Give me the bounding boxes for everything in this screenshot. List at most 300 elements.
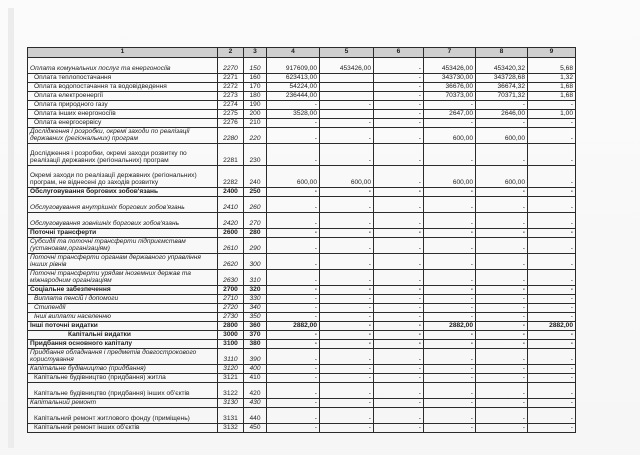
value-cell-col5: - (320, 254, 374, 270)
value-cell-col7: - (424, 119, 476, 128)
column-header-5: 5 (320, 48, 374, 58)
value-cell-col5: - (320, 374, 374, 383)
value-cell-col9: - (528, 313, 576, 322)
value-cell-col7: - (424, 399, 476, 408)
value-cell-col4: - (267, 128, 320, 144)
line-code: 260 (244, 197, 267, 213)
value-cell-col9: - (528, 408, 576, 424)
value-cell-col9: 2882,00 (528, 322, 576, 331)
value-cell-col7: - (424, 238, 476, 254)
table-row (28, 92, 576, 101)
table-row (28, 144, 576, 166)
kekv-code: 2700 (218, 286, 244, 295)
value-cell-col8: - (476, 295, 528, 304)
value-cell-col9: - (528, 144, 576, 166)
value-cell-col5: 600,00 (320, 166, 374, 188)
value-cell-col5: - (320, 408, 374, 424)
table-row (28, 270, 576, 286)
value-cell-col8: - (476, 322, 528, 331)
row-name: Оплата електроенергії (28, 92, 218, 101)
table-row (28, 58, 576, 74)
value-cell-col8: - (476, 331, 528, 340)
value-cell-col6: - (374, 101, 424, 110)
value-cell-col4: - (267, 331, 320, 340)
value-cell-col9: - (528, 213, 576, 229)
value-cell-col5: - (320, 340, 374, 349)
value-cell-col4: - (267, 238, 320, 254)
value-cell-col6: - (374, 295, 424, 304)
value-cell-col4: - (267, 349, 320, 365)
row-name: Оплата комунальних послуг та енергоносіїв (28, 58, 218, 74)
line-code: 410 (244, 374, 267, 383)
line-code: 360 (244, 322, 267, 331)
value-cell-col6: - (374, 424, 424, 433)
value-cell-col4: 236444,00 (267, 92, 320, 101)
column-header-7: 7 (424, 48, 476, 58)
kekv-code: 2610 (218, 238, 244, 254)
line-code: 270 (244, 213, 267, 229)
value-cell-col9: - (528, 331, 576, 340)
value-cell-col5 (320, 74, 374, 83)
table-row (28, 424, 576, 433)
value-cell-col4: - (267, 424, 320, 433)
line-code: 200 (244, 110, 267, 119)
line-code: 240 (244, 166, 267, 188)
table-body (28, 58, 576, 433)
value-cell-col5: - (320, 188, 374, 197)
value-cell-col8: - (476, 286, 528, 295)
value-cell-col5: - (320, 322, 374, 331)
value-cell-col6: - (374, 331, 424, 340)
value-cell-col6: - (374, 58, 424, 74)
row-name: Виплата пенсій і допомоги (28, 295, 218, 304)
line-code: 310 (244, 270, 267, 286)
value-cell-col7: - (424, 144, 476, 166)
row-name: Обслуговування внутрішніх боргових зобов'язань (28, 197, 218, 213)
value-cell-col9: - (528, 101, 576, 110)
row-name: Капітальні видатки (28, 331, 218, 340)
line-code: 380 (244, 340, 267, 349)
value-cell-col9: - (528, 340, 576, 349)
row-name: Соціальне забезпечення (28, 286, 218, 295)
table-row (28, 110, 576, 119)
value-cell-col8: - (476, 340, 528, 349)
value-cell-col6: - (374, 270, 424, 286)
value-cell-col4: 54224,00 (267, 83, 320, 92)
kekv-code: 3100 (218, 340, 244, 349)
row-name: Обслуговування боргових зобов'язань (28, 188, 218, 197)
value-cell-col4: - (267, 229, 320, 238)
value-cell-col5: - (320, 229, 374, 238)
line-code: 390 (244, 349, 267, 365)
value-cell-col5: - (320, 365, 374, 374)
value-cell-col5 (320, 92, 374, 101)
table-row (28, 254, 576, 270)
value-cell-col7: - (424, 101, 476, 110)
column-header-3: 3 (244, 48, 267, 58)
table-row (28, 188, 576, 197)
table-row (28, 322, 576, 331)
value-cell-col7: - (424, 374, 476, 383)
value-cell-col5: - (320, 119, 374, 128)
value-cell-col8: - (476, 188, 528, 197)
value-cell-col4: - (267, 254, 320, 270)
line-code: 220 (244, 128, 267, 144)
value-cell-col4: - (267, 101, 320, 110)
line-code: 230 (244, 144, 267, 166)
value-cell-col5 (320, 110, 374, 119)
row-name: Придбання обладнання і предметів довгострокового користування (28, 349, 218, 365)
value-cell-col8: 70371,32 (476, 92, 528, 101)
value-cell-col6: - (374, 128, 424, 144)
kekv-code: 3000 (218, 331, 244, 340)
value-cell-col8: - (476, 408, 528, 424)
value-cell-col5: - (320, 270, 374, 286)
value-cell-col7: - (424, 408, 476, 424)
table-row (28, 197, 576, 213)
row-name: Окремі заходи по реалізації державних (регіональних) програм, не віднесені до заходів розвитку (28, 166, 218, 188)
row-name: Придбання основного капіталу (28, 340, 218, 349)
value-cell-col4: 600,00 (267, 166, 320, 188)
line-code: 350 (244, 313, 267, 322)
value-cell-col7: - (424, 229, 476, 238)
value-cell-col4: - (267, 213, 320, 229)
row-name: Капітальний ремонт (28, 399, 218, 408)
value-cell-col9: - (528, 254, 576, 270)
table-row (28, 349, 576, 365)
line-code: 150 (244, 58, 267, 74)
line-code: 290 (244, 238, 267, 254)
value-cell-col4: - (267, 119, 320, 128)
row-name: Дослідження і розробки, окремі заходи розвитку по реалізації державних (регіональних) програм (28, 144, 218, 166)
value-cell-col6: - (374, 166, 424, 188)
value-cell-col6: - (374, 74, 424, 83)
value-cell-col9: - (528, 128, 576, 144)
value-cell-col8: - (476, 304, 528, 313)
value-cell-col9: - (528, 229, 576, 238)
row-name: Субсидії та поточні трансферти підприємствам (установам,організаціям) (28, 238, 218, 254)
value-cell-col6: - (374, 213, 424, 229)
line-code: 420 (244, 383, 267, 399)
value-cell-col8: - (476, 197, 528, 213)
value-cell-col7: - (424, 424, 476, 433)
table-row (28, 383, 576, 399)
kekv-code: 3122 (218, 383, 244, 399)
value-cell-col9: - (528, 424, 576, 433)
value-cell-col5: - (320, 313, 374, 322)
value-cell-col9: 1,68 (528, 92, 576, 101)
value-cell-col8: - (476, 238, 528, 254)
row-name: Оплата природного газу (28, 101, 218, 110)
value-cell-col8: 600,00 (476, 166, 528, 188)
value-cell-col7: - (424, 313, 476, 322)
value-cell-col8: - (476, 374, 528, 383)
value-cell-col8: - (476, 213, 528, 229)
row-name: Оплата інших енергоносіїв (28, 110, 218, 119)
value-cell-col9: 1,68 (528, 83, 576, 92)
value-cell-col8: - (476, 254, 528, 270)
table-row (28, 119, 576, 128)
value-cell-col7: 36676,00 (424, 83, 476, 92)
kekv-code: 2400 (218, 188, 244, 197)
kekv-code: 2280 (218, 128, 244, 144)
value-cell-col5: - (320, 238, 374, 254)
value-cell-col9: - (528, 365, 576, 374)
kekv-code: 2281 (218, 144, 244, 166)
row-name: Стипендії (28, 304, 218, 313)
row-name: Капітальне будівництво (придбання) (28, 365, 218, 374)
value-cell-col9: - (528, 188, 576, 197)
value-cell-col7: 600,00 (424, 128, 476, 144)
value-cell-col8: 600,00 (476, 128, 528, 144)
value-cell-col7: 2882,00 (424, 322, 476, 331)
table-row (28, 74, 576, 83)
line-code: 440 (244, 408, 267, 424)
value-cell-col8: - (476, 365, 528, 374)
line-code: 180 (244, 92, 267, 101)
value-cell-col4: - (267, 295, 320, 304)
value-cell-col9: 1,00 (528, 110, 576, 119)
value-cell-col6: - (374, 408, 424, 424)
value-cell-col6: - (374, 313, 424, 322)
kekv-code: 2276 (218, 119, 244, 128)
value-cell-col6: - (374, 286, 424, 295)
kekv-code: 2720 (218, 304, 244, 313)
line-code: 160 (244, 74, 267, 83)
value-cell-col4: 917609,00 (267, 58, 320, 74)
kekv-code: 3110 (218, 349, 244, 365)
value-cell-col5: 453426,00 (320, 58, 374, 74)
table-row (28, 101, 576, 110)
value-cell-col8: - (476, 349, 528, 365)
kekv-code: 2600 (218, 229, 244, 238)
column-header-1: 1 (28, 48, 218, 58)
row-name: Інші поточні видатки (28, 322, 218, 331)
value-cell-col8: 343728,68 (476, 74, 528, 83)
value-cell-col6: - (374, 322, 424, 331)
value-cell-col5: - (320, 128, 374, 144)
column-header-2: 2 (218, 48, 244, 58)
table-row (28, 238, 576, 254)
value-cell-col6: - (374, 188, 424, 197)
value-cell-col6: - (374, 83, 424, 92)
value-cell-col5: - (320, 383, 374, 399)
row-name: Оплата теплопостачання (28, 74, 218, 83)
table-row (28, 408, 576, 424)
value-cell-col8: - (476, 424, 528, 433)
row-name: Капітальний ремонт житлового фонду (приміщень) (28, 408, 218, 424)
value-cell-col5: - (320, 286, 374, 295)
value-cell-col9: - (528, 349, 576, 365)
row-name: Оплата водопостачання та водовідведення (28, 83, 218, 92)
line-code: 300 (244, 254, 267, 270)
line-code: 330 (244, 295, 267, 304)
kekv-code: 2620 (218, 254, 244, 270)
value-cell-col8: - (476, 229, 528, 238)
table-row (28, 374, 576, 383)
value-cell-col7: 2647,00 (424, 110, 476, 119)
value-cell-col4: 2882,00 (267, 322, 320, 331)
value-cell-col9: - (528, 270, 576, 286)
kekv-code: 2730 (218, 313, 244, 322)
value-cell-col5: - (320, 295, 374, 304)
value-cell-col5: - (320, 331, 374, 340)
value-cell-col7: - (424, 365, 476, 374)
value-cell-col4: - (267, 304, 320, 313)
line-code: 450 (244, 424, 267, 433)
kekv-code: 2270 (218, 58, 244, 74)
value-cell-col5: - (320, 399, 374, 408)
column-header-8: 8 (476, 48, 528, 58)
table-row (28, 213, 576, 229)
value-cell-col9: - (528, 286, 576, 295)
value-cell-col6: - (374, 144, 424, 166)
value-cell-col9: - (528, 383, 576, 399)
value-cell-col7: - (424, 286, 476, 295)
value-cell-col8: 2646,00 (476, 110, 528, 119)
line-code: 170 (244, 83, 267, 92)
table-row (28, 365, 576, 374)
value-cell-col7: - (424, 331, 476, 340)
kekv-code: 3132 (218, 424, 244, 433)
value-cell-col7: - (424, 188, 476, 197)
kekv-code: 3120 (218, 365, 244, 374)
value-cell-col7: - (424, 197, 476, 213)
kekv-code: 2271 (218, 74, 244, 83)
kekv-code: 2420 (218, 213, 244, 229)
value-cell-col6: - (374, 365, 424, 374)
kekv-code: 2630 (218, 270, 244, 286)
row-name: Інші виплати населенню (28, 313, 218, 322)
value-cell-col4: 3528,00 (267, 110, 320, 119)
value-cell-col6: - (374, 238, 424, 254)
value-cell-col5: - (320, 424, 374, 433)
line-code: 340 (244, 304, 267, 313)
value-cell-col8: - (476, 313, 528, 322)
value-cell-col8: - (476, 119, 528, 128)
row-name: Капітальне будівництво (придбання) інших об'єктів (28, 383, 218, 399)
value-cell-col8: - (476, 383, 528, 399)
value-cell-col9: 5,68 (528, 58, 576, 74)
value-cell-col8: - (476, 399, 528, 408)
value-cell-col9: - (528, 238, 576, 254)
value-cell-col6: - (374, 399, 424, 408)
table-row (28, 83, 576, 92)
line-code: 190 (244, 101, 267, 110)
table-row (28, 340, 576, 349)
row-name: Оплата енергосервісу (28, 119, 218, 128)
line-code: 210 (244, 119, 267, 128)
value-cell-col4: - (267, 313, 320, 322)
value-cell-col6: - (374, 110, 424, 119)
value-cell-col8: 36674,32 (476, 83, 528, 92)
value-cell-col7: 453426,00 (424, 58, 476, 74)
line-code: 250 (244, 188, 267, 197)
value-cell-col8: - (476, 101, 528, 110)
value-cell-col7: - (424, 295, 476, 304)
value-cell-col7: - (424, 383, 476, 399)
value-cell-col4: 623413,00 (267, 74, 320, 83)
table-row (28, 229, 576, 238)
header-row (28, 48, 576, 58)
value-cell-col8: - (476, 270, 528, 286)
table-row (28, 286, 576, 295)
value-cell-col4: - (267, 188, 320, 197)
value-cell-col6: - (374, 92, 424, 101)
value-cell-col7: - (424, 254, 476, 270)
table-row (28, 399, 576, 408)
value-cell-col7: - (424, 270, 476, 286)
kekv-code: 2272 (218, 83, 244, 92)
value-cell-col7: 600,00 (424, 166, 476, 188)
value-cell-col5 (320, 83, 374, 92)
value-cell-col7: - (424, 349, 476, 365)
value-cell-col4: - (267, 270, 320, 286)
value-cell-col4: - (267, 399, 320, 408)
kekv-code: 3121 (218, 374, 244, 383)
row-name: Обслуговування зовнішніх боргових зобов'язань (28, 213, 218, 229)
value-cell-col4: - (267, 286, 320, 295)
value-cell-col7: - (424, 213, 476, 229)
value-cell-col8: 453420,32 (476, 58, 528, 74)
table-row (28, 295, 576, 304)
line-code: 280 (244, 229, 267, 238)
page-edge-shadow (8, 8, 14, 448)
value-cell-col4: - (267, 408, 320, 424)
row-name: Поточні трансферти (28, 229, 218, 238)
row-name: Поточні трансферти органам державного управління інших рівнів (28, 254, 218, 270)
kekv-code: 2410 (218, 197, 244, 213)
budget-report-table (27, 47, 576, 433)
value-cell-col7: 70373,00 (424, 92, 476, 101)
value-cell-col9: - (528, 166, 576, 188)
kekv-code: 2282 (218, 166, 244, 188)
value-cell-col6: - (374, 304, 424, 313)
row-name: Дослідження і розробки, окремі заходи по реалізації державних (регіональних) програм (28, 128, 218, 144)
kekv-code: 2275 (218, 110, 244, 119)
kekv-code: 2710 (218, 295, 244, 304)
value-cell-col4: - (267, 365, 320, 374)
table-row (28, 166, 576, 188)
row-name: Поточні трансферти урядам іноземних держав та міжнародним організаціям (28, 270, 218, 286)
column-header-6: 6 (374, 48, 424, 58)
line-code: 370 (244, 331, 267, 340)
value-cell-col6: - (374, 254, 424, 270)
value-cell-col5: - (320, 349, 374, 365)
value-cell-col4: - (267, 197, 320, 213)
table-row (28, 128, 576, 144)
table-row (28, 304, 576, 313)
value-cell-col9: - (528, 197, 576, 213)
line-code: 430 (244, 399, 267, 408)
kekv-code: 3131 (218, 408, 244, 424)
value-cell-col6: - (374, 349, 424, 365)
line-code: 400 (244, 365, 267, 374)
value-cell-col9: - (528, 374, 576, 383)
value-cell-col4: - (267, 144, 320, 166)
kekv-code: 2274 (218, 101, 244, 110)
line-code: 320 (244, 286, 267, 295)
value-cell-col6: - (374, 229, 424, 238)
value-cell-col7: - (424, 340, 476, 349)
value-cell-col6: - (374, 197, 424, 213)
value-cell-col5: - (320, 213, 374, 229)
kekv-code: 3130 (218, 399, 244, 408)
value-cell-col4: - (267, 340, 320, 349)
value-cell-col6: - (374, 340, 424, 349)
value-cell-col9: - (528, 295, 576, 304)
value-cell-col9: - (528, 399, 576, 408)
